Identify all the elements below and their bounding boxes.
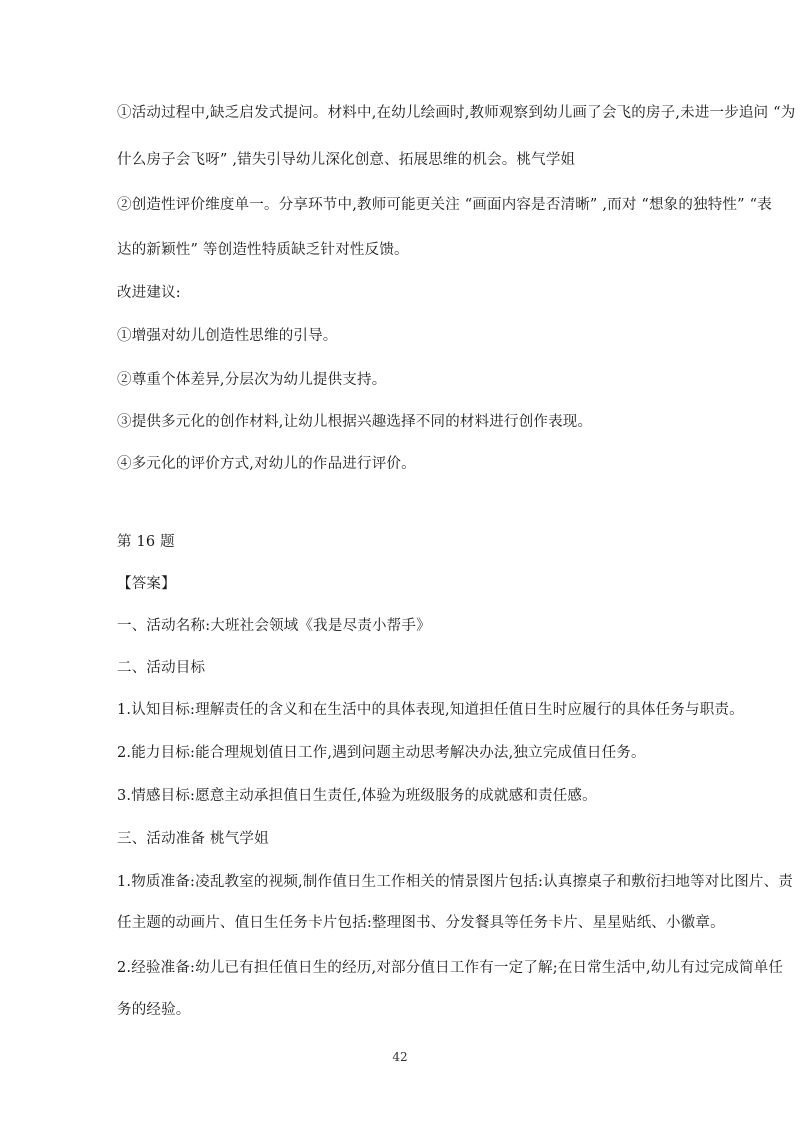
text-line-2: 什么房子会飞呀” ,错失引导幼儿深化创意、拓展思维的机会。桃气学姐 <box>117 152 576 168</box>
text-line-4: 达的新颖性” 等创造性特质缺乏针对性反馈。 <box>117 242 409 258</box>
answer-label: 【答案】 <box>117 576 176 592</box>
text-line-17: 三、活动准备 桃气学姐 <box>117 831 269 847</box>
text-line-15: 2.能力目标:能合理规划值日工作,遇到问题主动思考解决办法,独立完成值日任务。 <box>117 745 646 761</box>
text-line-21: 务的经验。 <box>117 1002 191 1018</box>
text-line-3: ②创造性评价维度单一。分享环节中,教师可能更关注 “画面内容是否清晰” ,而对 “想象的独特性” “表 <box>117 197 772 213</box>
text-line-16: 3.情感目标:愿意主动承担值日生责任,体验为班级服务的成就感和责任感。 <box>117 788 597 804</box>
text-line-14: 1.认知目标:理解责任的含义和在生活中的具体表现,知道担任值日生时应履行的具体任务与职责。 <box>117 702 744 718</box>
text-line-1: ①活动过程中,缺乏启发式提问。材料中,在幼儿绘画时,教师观察到幼儿画了会飞的房子,未进一步追问 “为 <box>117 105 796 121</box>
text-line-20: 2.经验准备:幼儿已有担任值日生的经历,对部分值日工作有一定了解;在日常生活中,幼儿有过完成简单任 <box>117 960 784 976</box>
text-line-9: ④多元化的评价方式,对幼儿的作品进行评价。 <box>117 456 416 472</box>
text-line-13: 二、活动目标 <box>117 660 206 676</box>
text-line-18: 1.物质准备:凌乱教室的视频,制作值日生工作相关的情景图片包括:认真擦桌子和敷衍扫地等对比图片、责 <box>117 874 794 890</box>
text-line-6: ①增强对幼儿创造性思维的引导。 <box>117 328 338 344</box>
question-heading: 第 16 题 <box>117 534 175 550</box>
text-line-12: 一、活动名称:大班社会领域《我是尽责小帮手》 <box>117 618 431 634</box>
page-number: 42 <box>392 1050 408 1064</box>
text-line-7: ②尊重个体差异,分层次为幼儿提供支持。 <box>117 372 387 388</box>
text-line-19: 任主题的动画片、值日生任务卡片包括:整理图书、分发餐具等任务卡片、星星贴纸、小徽章。 <box>117 915 725 931</box>
text-line-8: ③提供多元化的创作材料,让幼儿根据兴趣选择不同的材料进行创作表现。 <box>117 414 593 430</box>
text-line-5: 改进建议: <box>117 285 181 301</box>
